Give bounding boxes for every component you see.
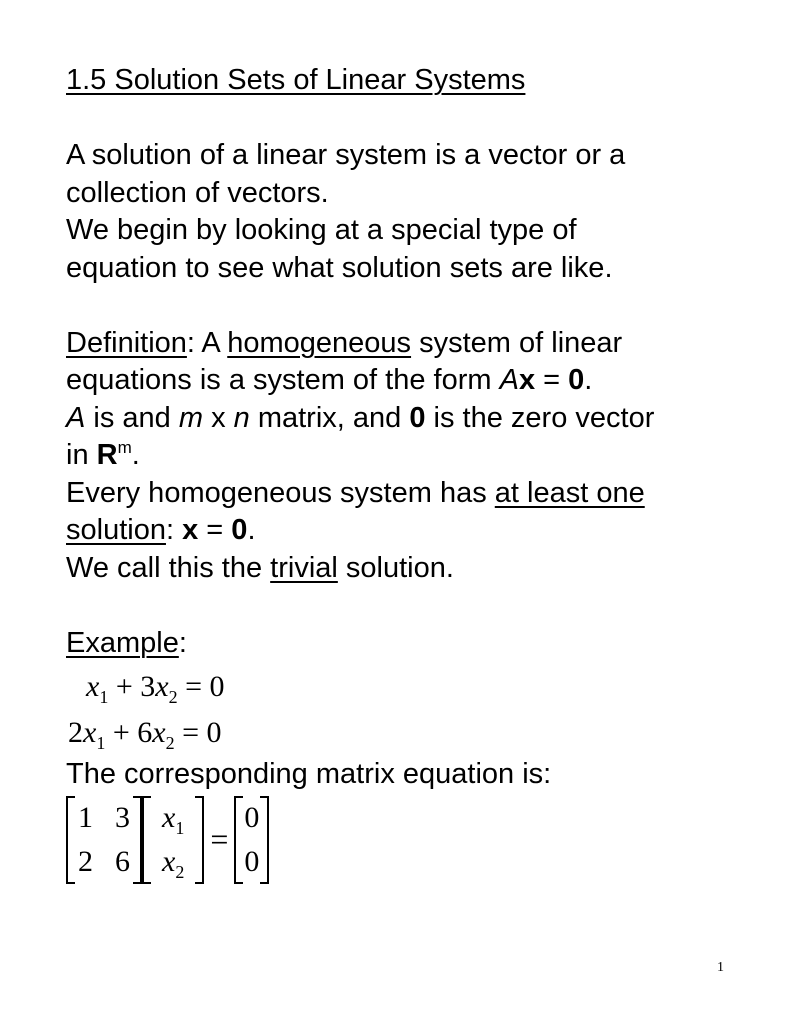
subscript: 2 (175, 861, 185, 882)
var: x (162, 800, 176, 834)
text-line (66, 550, 746, 588)
text-line (66, 437, 746, 475)
trivial-paragraph (66, 475, 746, 588)
text: . (131, 439, 140, 471)
matrix-cell: 0 (244, 800, 260, 834)
text: Every homogeneous system has (66, 476, 495, 509)
document-page (66, 62, 746, 884)
title-text: 1.5 Solution Sets of Linear Systems (66, 64, 526, 96)
subscript: 1 (175, 817, 185, 838)
rhs: = 0 (177, 670, 225, 703)
text: : (178, 626, 187, 659)
math-A: A (66, 401, 86, 434)
vector-entry (148, 798, 198, 838)
text: is the zero vector (425, 401, 655, 434)
text-line (66, 512, 746, 550)
math-zero: 0 (231, 514, 248, 546)
rhs: = 0 (174, 716, 222, 749)
text: = (535, 364, 569, 396)
matrix-cell: 6 (115, 844, 130, 878)
text: . (247, 514, 256, 546)
var: x (86, 670, 100, 703)
variable-vector (142, 796, 204, 884)
text-line: collection of vectors. (66, 176, 329, 209)
math-x: x (182, 514, 199, 546)
homogeneous-term: homogeneous (227, 326, 412, 359)
matrix-row (72, 842, 136, 882)
math-R: R (96, 439, 118, 471)
subscript: 2 (165, 733, 175, 753)
text: : (165, 514, 183, 546)
vector-entry (240, 842, 263, 882)
text: equations is a system of the form (66, 364, 500, 396)
var: x (152, 716, 166, 749)
definition-label: Definition (66, 326, 187, 359)
matrix-cell: 2 (78, 844, 93, 878)
matrix-cell: 3 (115, 800, 130, 834)
text: . (584, 364, 593, 396)
matrix-cell: 1 (78, 800, 93, 834)
math-zero: 0 (568, 364, 585, 396)
underlined-text: solution (66, 514, 166, 546)
text: x (203, 401, 234, 434)
subscript: 2 (168, 687, 178, 707)
coef: 2 (68, 716, 83, 749)
text: solution. (337, 551, 454, 584)
math-A: A (499, 364, 519, 396)
zero-vector (234, 796, 269, 884)
var: x (83, 716, 97, 749)
text: We call this the (66, 551, 271, 584)
underlined-text: at least one (494, 476, 645, 509)
op: + 3 (108, 670, 156, 703)
underlined-text: trivial (270, 551, 338, 584)
var: x (155, 670, 169, 703)
text-line: A solution of a linear system is a vector or a (66, 139, 626, 171)
text: matrix, and (249, 401, 410, 434)
example-heading (66, 625, 746, 663)
subscript: 1 (96, 733, 106, 753)
example-label: Example (66, 626, 179, 659)
vector-entry (240, 798, 263, 838)
text: in (66, 439, 97, 471)
equals-sign: = (210, 820, 229, 857)
text: is and (85, 401, 179, 434)
text: = (198, 514, 232, 546)
text: : A (186, 326, 228, 359)
spacer (66, 100, 746, 138)
matrix-cell: 0 (244, 844, 260, 878)
spacer (66, 287, 746, 325)
spacer (66, 587, 746, 625)
text-line (66, 400, 746, 438)
equation-1 (66, 664, 746, 710)
op: + 6 (105, 716, 153, 749)
intro-paragraph (66, 137, 746, 287)
matrix-equation (66, 796, 746, 884)
math-m: m (178, 401, 204, 434)
matrix-intro: The corresponding matrix equation is: (66, 758, 552, 790)
equation-2 (66, 710, 746, 756)
matrix-row (72, 798, 136, 838)
var: x (162, 844, 176, 878)
page-title (66, 62, 746, 100)
subscript: 1 (99, 687, 109, 707)
text-line (66, 325, 746, 363)
vector-entry (148, 842, 198, 882)
math-zero: 0 (409, 401, 426, 434)
text-line: equation to see what solution sets are like. (66, 251, 613, 284)
math-x: x (518, 364, 536, 396)
text-line (66, 475, 746, 513)
text: system of linear (411, 326, 623, 359)
page-number: 1 (717, 960, 724, 975)
superscript-m: m (117, 438, 132, 457)
example-section (66, 625, 746, 884)
definition-paragraph (66, 325, 746, 475)
math-n: n (233, 401, 250, 434)
text-line (66, 362, 746, 400)
coefficient-matrix (66, 796, 142, 884)
text-line: We begin by looking at a special type of (66, 214, 577, 246)
